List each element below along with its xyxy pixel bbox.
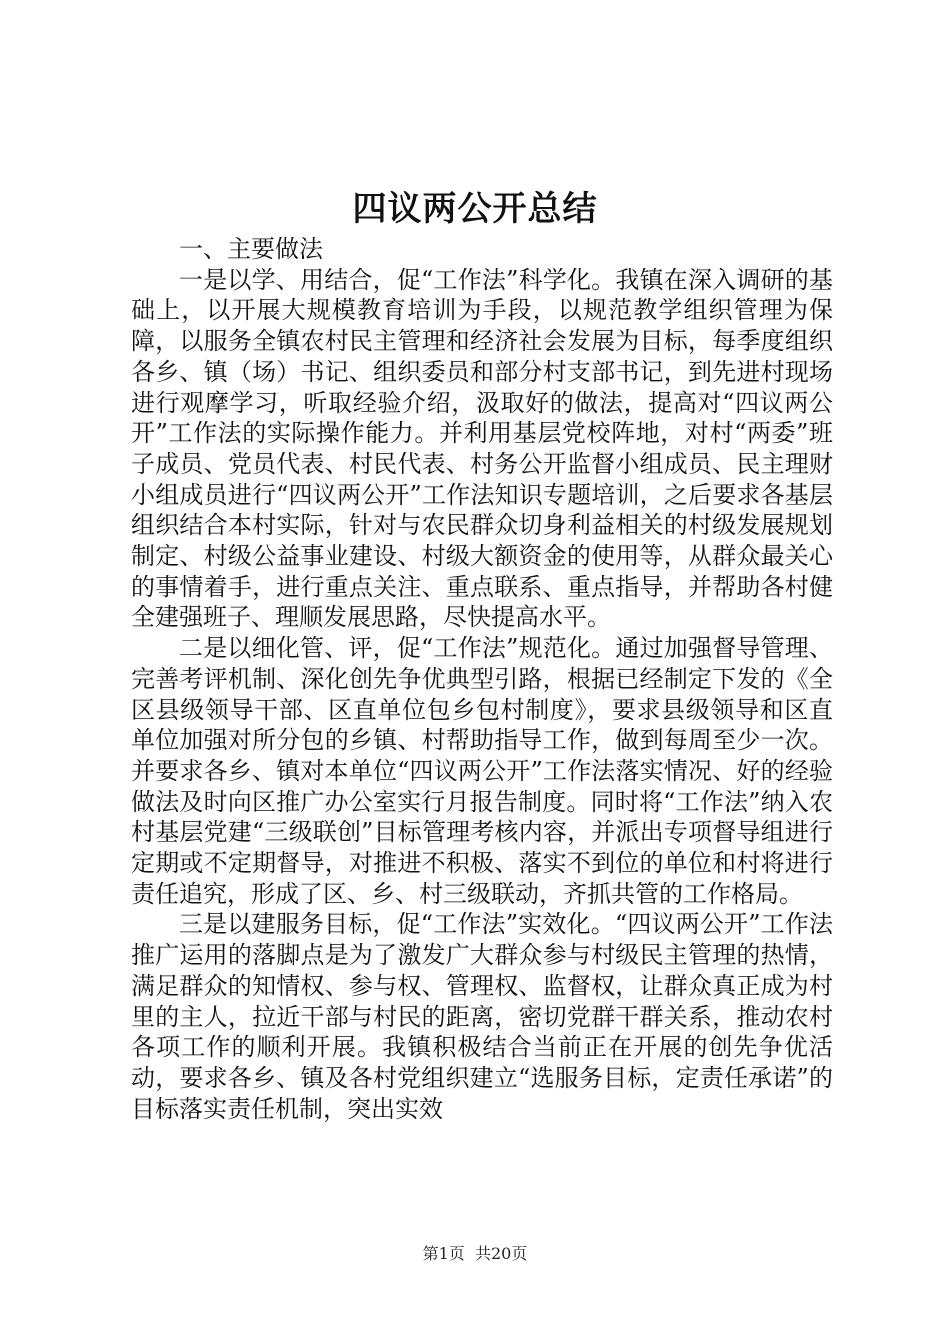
page-total: 共20页 (474, 1244, 528, 1263)
section-heading: 一、主要做法 (179, 235, 323, 263)
page-number: 第1页 (422, 1244, 465, 1263)
paragraph-2: 二是以细化管、评，促“工作法”规范化。通过加强督导管理、完善考评机制、深化创先争优典型引路，根据已经制定下发的《全区县级领导干部、区直单位包乡包村制度》，要求县级领导和区直单位加强对所分包的乡镇、村帮助指导工作，做到每周至少一次。并要求各乡、镇对本单位“四议两公开”工作法落实情况、好的经验做法及时向区推广办公室实行月报告制度。同时将“工作法”纳入农村基层党建“三级联创”目标管理考核内容，并派出专项督导组进行定期或不定期督导，对推进不积极、落实不到位的单位和村将进行责任追究，形成了区、乡、村三级联动，齐抓共管的工作格局。 (131, 634, 833, 908)
document-body (131, 234, 833, 1124)
paragraph-3: 三是以建服务目标，促“工作法”实效化。“四议两公开”工作法推广运用的落脚点是为了激发广大群众参与村级民主管理的热情，满足群众的知情权、参与权、管理权、监督权，让群众真正成为村里的主人，拉近干部与村民的距离，密切党群干群关系，推动农村各项工作的顺利开展。我镇积极结合当前正在开展的创先争优活动，要求各乡、镇及各村党组织建立“选服务目标，定责任承诺”的目标落实责任机制，突出实效 (131, 910, 833, 1123)
page-footer (0, 1243, 950, 1265)
paragraph-1: 一是以学、用结合，促“工作法”科学化。我镇在深入调研的基础上，以开展大规模教育培训为手段，以规范教学组织管理为保障，以服务全镇农村民主管理和经济社会发展为目标，每季度组织各乡、镇（场）书记、组织委员和部分村支部书记，到先进村现场进行观摩学习，听取经验介绍，汲取好的做法，提高对“四议两公开”工作法的实际操作能力。并利用基层党校阵地，对村“两委”班子成员、党员代表、村民代表、村务公开监督小组成员、民主理财小组成员进行“四议两公开”工作法知识专题培训，之后要求各基层组织结合本村实际，针对与农民群众切身利益相关的村级发展规划制定、村级公益事业建设、村级大额资金的使用等，从群众最关心的事情着手，进行重点关注、重点联系、重点指导，并帮助各村健全建强班子、理顺发展思路，尽快提高水平。 (131, 265, 833, 632)
document-title: 四议两公开总结 (352, 189, 598, 229)
